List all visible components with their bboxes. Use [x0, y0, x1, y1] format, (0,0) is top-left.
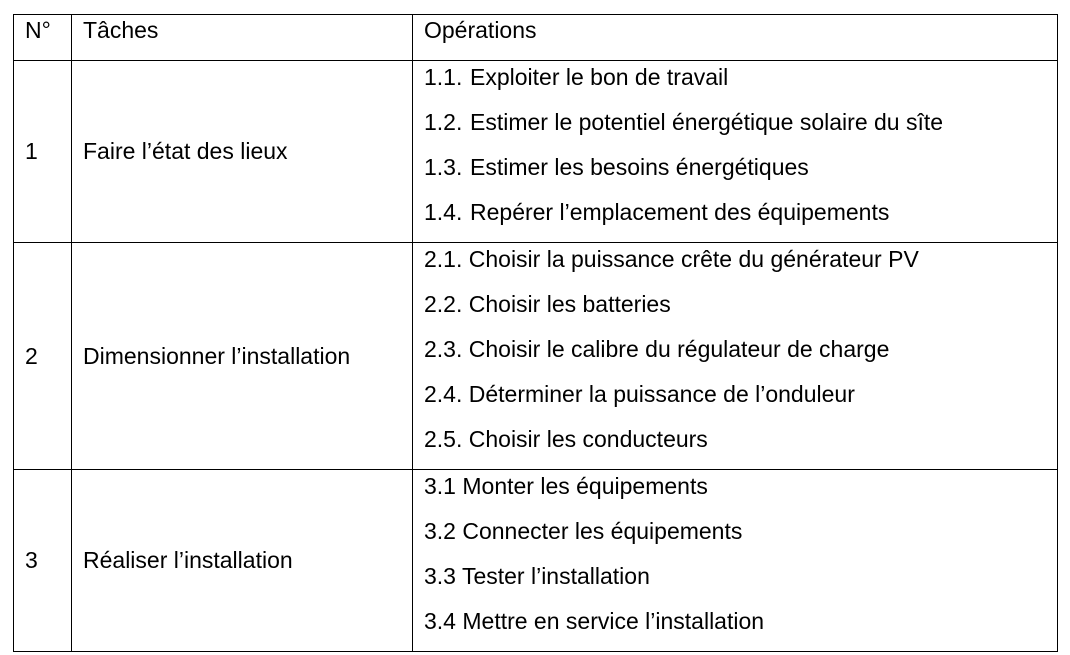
operation-code: 1.1.	[424, 64, 463, 90]
operation-item	[424, 107, 1057, 152]
operation-text: Estimer le potentiel énergétique solaire du sîte	[470, 109, 944, 135]
operation-text: Repérer l’emplacement des équipements	[470, 199, 890, 225]
operation-item: 3.1 Monter les équipements	[424, 473, 708, 499]
row-operations	[413, 243, 1058, 470]
header-task: Tâches	[72, 15, 413, 61]
header-operations: Opérations	[413, 15, 1058, 61]
row-operations	[413, 470, 1058, 652]
operation-item	[424, 62, 1057, 107]
operation-item: 2.3. Choisir le calibre du régulateur de charge	[424, 336, 890, 362]
table-row	[14, 243, 1058, 470]
row-operations	[413, 61, 1058, 243]
operation-item: 3.4 Mettre en service l’installation	[424, 608, 765, 634]
header-row	[14, 15, 1058, 61]
table-row	[14, 470, 1058, 652]
operation-item	[424, 152, 1057, 197]
header-num: N°	[14, 15, 72, 61]
operation-item: 2.4. Déterminer la puissance de l’onduleur	[424, 381, 855, 407]
operation-code: 1.4.	[424, 199, 463, 225]
row-task: Faire l’état des lieux	[72, 61, 413, 243]
operation-code: 1.3.	[424, 154, 463, 180]
operation-item: 3.3 Tester l’installation	[424, 563, 650, 589]
row-task: Dimensionner l’installation	[72, 243, 413, 470]
operation-text: Estimer les besoins énergétiques	[470, 154, 809, 180]
operation-item: 2.2. Choisir les batteries	[424, 291, 671, 317]
row-num: 2	[14, 243, 72, 470]
operation-item: 2.1. Choisir la puissance crête du générateur PV	[424, 246, 919, 272]
row-num: 3	[14, 470, 72, 652]
operation-text: Exploiter le bon de travail	[470, 64, 729, 90]
operation-code: 1.2.	[424, 109, 463, 135]
operation-item	[424, 197, 1057, 242]
table-row	[14, 61, 1058, 243]
operation-item: 3.2 Connecter les équipements	[424, 518, 743, 544]
row-task: Réaliser l’installation	[72, 470, 413, 652]
tasks-table	[13, 14, 1058, 652]
operation-item: 2.5. Choisir les conducteurs	[424, 426, 708, 452]
row-num: 1	[14, 61, 72, 243]
